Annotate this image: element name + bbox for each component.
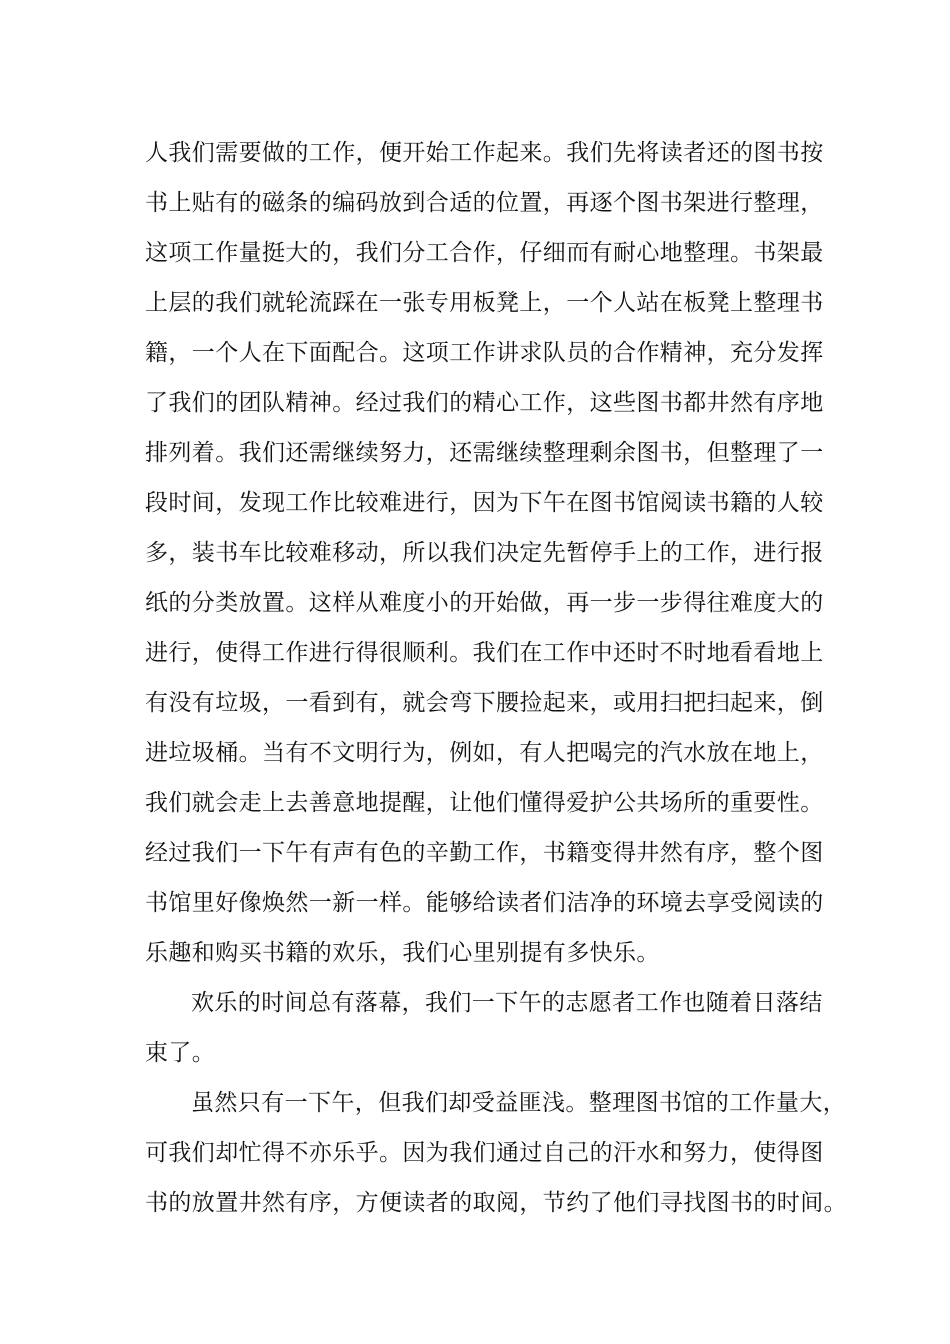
text-line: 纸的分类放置。这样从难度小的开始做，再一步一步得往难度大的	[145, 590, 824, 616]
text-line: 进行，使得工作进行得很顺利。我们在工作中还时不时地看看地上	[145, 640, 824, 666]
text-line: 上层的我们就轮流踩在一张专用板凳上，一个人站在板凳上整理书	[145, 290, 824, 316]
paragraph-start-line: 欢乐的时间总有落幕，我们一下午的志愿者工作也随着日落结	[191, 990, 823, 1016]
text-line: 人我们需要做的工作，便开始工作起来。我们先将读者还的图书按	[145, 140, 824, 166]
text-line: 我们就会走上去善意地提醒，让他们懂得爱护公共场所的重要性。	[145, 790, 824, 816]
text-line: 可我们却忙得不亦乐乎。因为我们通过自己的汗水和努力，使得图	[145, 1140, 824, 1166]
text-line: 进垃圾桶。当有不文明行为，例如，有人把喝完的汽水放在地上，	[145, 740, 824, 766]
paragraph-start-line: 虽然只有一下午，但我们却受益匪浅。整理图书馆的工作量大，	[191, 1090, 847, 1116]
body-text	[145, 128, 847, 1228]
text-line: 多，装书车比较难移动，所以我们决定先暂停手上的工作，进行报	[145, 540, 824, 566]
text-line: 经过我们一下午有声有色的辛勤工作，书籍变得井然有序，整个图	[145, 840, 824, 866]
text-line: 束了。	[145, 1040, 216, 1066]
text-line: 排列着。我们还需继续努力，还需继续整理剩余图书，但整理了一	[145, 440, 824, 466]
text-line: 书的放置井然有序，方便读者的取阅，节约了他们寻找图书的时间。	[145, 1190, 847, 1216]
text-line: 了我们的团队精神。经过我们的精心工作，这些图书都井然有序地	[145, 390, 824, 416]
text-line: 段时间，发现工作比较难进行，因为下午在图书馆阅读书籍的人较	[145, 490, 824, 516]
text-line: 书上贴有的磁条的编码放到合适的位置，再逐个图书架进行整理，	[145, 190, 824, 216]
text-line: 书馆里好像焕然一新一样。能够给读者们洁净的环境去享受阅读的	[145, 890, 824, 916]
text-line: 有没有垃圾，一看到有，就会弯下腰捡起来，或用扫把扫起来，倒	[145, 690, 824, 716]
text-line: 籍，一个人在下面配合。这项工作讲求队员的合作精神，充分发挥	[145, 340, 824, 366]
text-line: 这项工作量挺大的，我们分工合作，仔细而有耐心地整理。书架最	[145, 240, 824, 266]
text-line: 乐趣和购买书籍的欢乐，我们心里别提有多快乐。	[145, 940, 660, 966]
